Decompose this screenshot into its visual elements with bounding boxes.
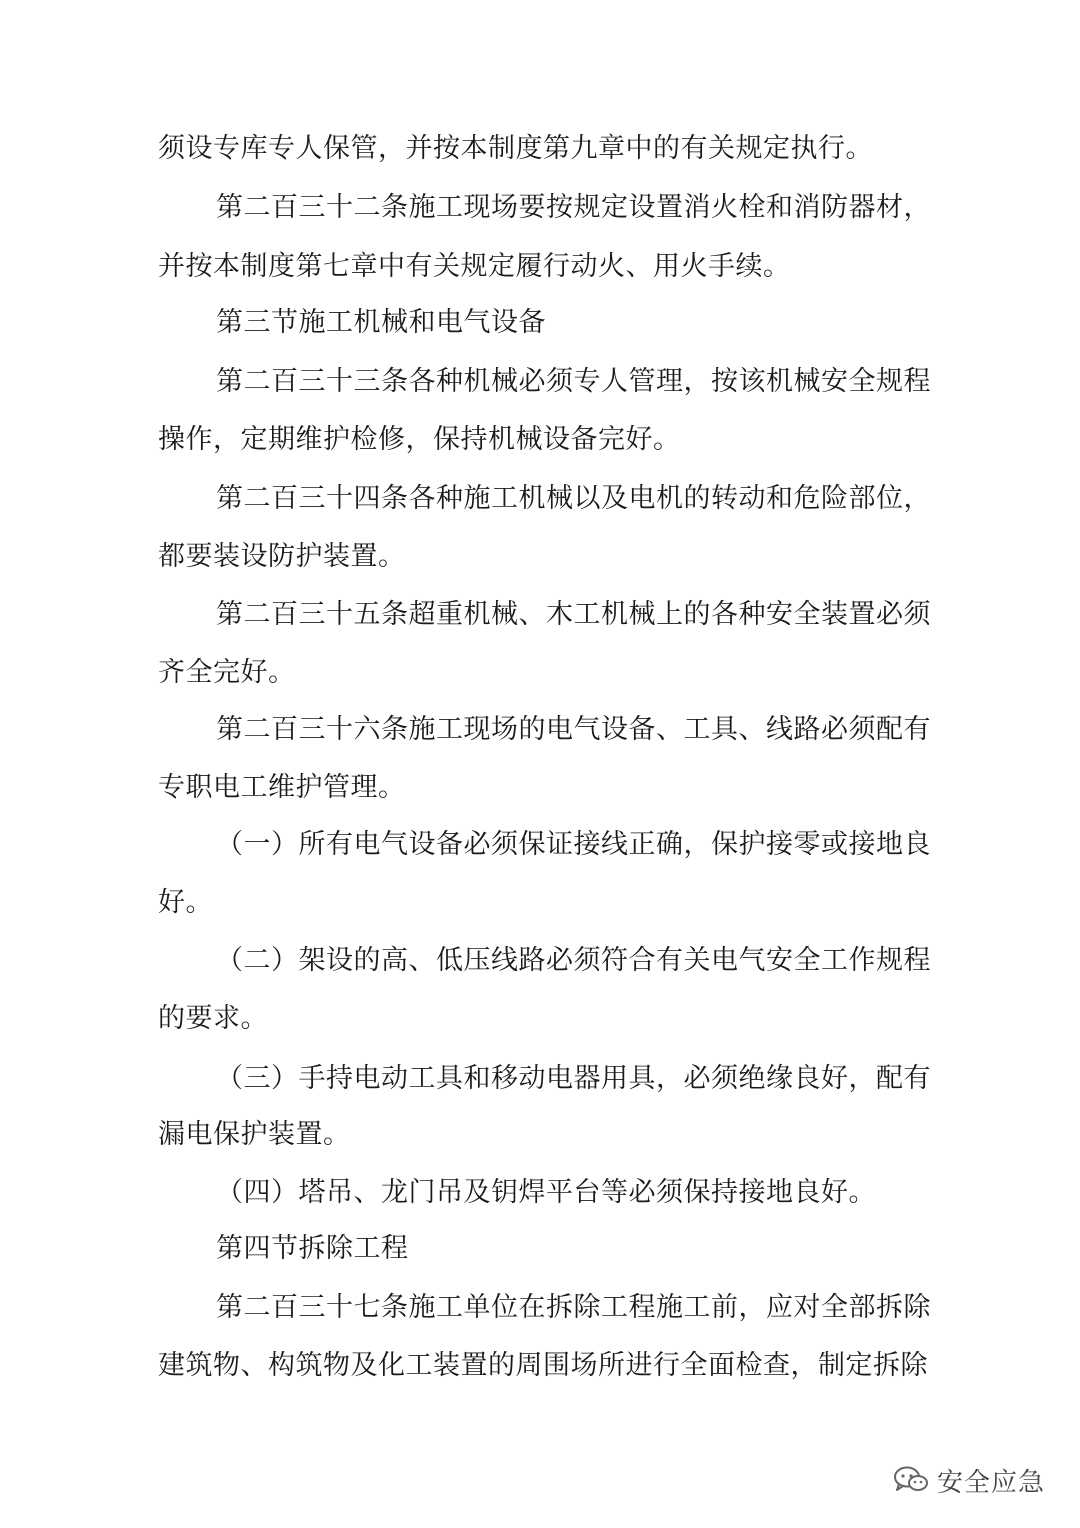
list-item: （一）所有电气设备必须保证接线正确，保护接零或接地良 xyxy=(216,829,931,860)
list-item: （四）塔吊、龙门吊及钥焊平台等必须保持接地良好。 xyxy=(216,1177,876,1208)
text-line: 第二百三十六条施工现场的电气设备、工具、线路必须配有 xyxy=(216,714,931,745)
text-line: 建筑物、构筑物及化工装置的周围场所进行全面检查，制定拆除 xyxy=(158,1350,928,1381)
text-line: 须设专库专人保管，并按本制度第九章中的有关规定执行。 xyxy=(158,133,873,164)
list-item: （二）架设的高、低压线路必须符合有关电气安全工作规程 xyxy=(216,945,931,976)
text-line: 并按本制度第七章中有关规定履行动火、用火手续。 xyxy=(158,251,791,282)
text-line: 专职电工维护管理。 xyxy=(158,772,406,803)
text-line: 好。 xyxy=(158,887,213,918)
text-line: 第二百三十七条施工单位在拆除工程施工前，应对全部拆除 xyxy=(216,1292,931,1323)
text-line: 第二百三十三条各种机械必须专人管理，按该机械安全规程 xyxy=(216,366,931,397)
list-item: （三）手持电动工具和移动电器用具，必须绝缘良好，配有 xyxy=(216,1063,931,1094)
text-line: 的要求。 xyxy=(158,1003,268,1034)
text-line: 第二百三十五条超重机械、木工机械上的各种安全装置必须 xyxy=(216,599,931,630)
text-line: 操作，定期维护检修，保持机械设备完好。 xyxy=(158,424,681,455)
watermark xyxy=(893,1458,1045,1502)
section-heading: 第三节施工机械和电气设备 xyxy=(216,307,546,338)
text-line: 都要装设防护装置。 xyxy=(158,541,406,572)
watermark-text: 安全应急 xyxy=(937,1467,1046,1498)
text-line: 第二百三十四条各种施工机械以及电机的转动和危险部位， xyxy=(216,483,931,514)
wechat-icon xyxy=(893,1465,929,1495)
text-line: 齐全完好。 xyxy=(158,657,296,688)
section-heading: 第四节拆除工程 xyxy=(216,1233,409,1264)
text-line: 漏电保护装置。 xyxy=(158,1119,351,1150)
text-line: 第二百三十二条施工现场要按规定设置消火栓和消防器材， xyxy=(216,192,931,223)
